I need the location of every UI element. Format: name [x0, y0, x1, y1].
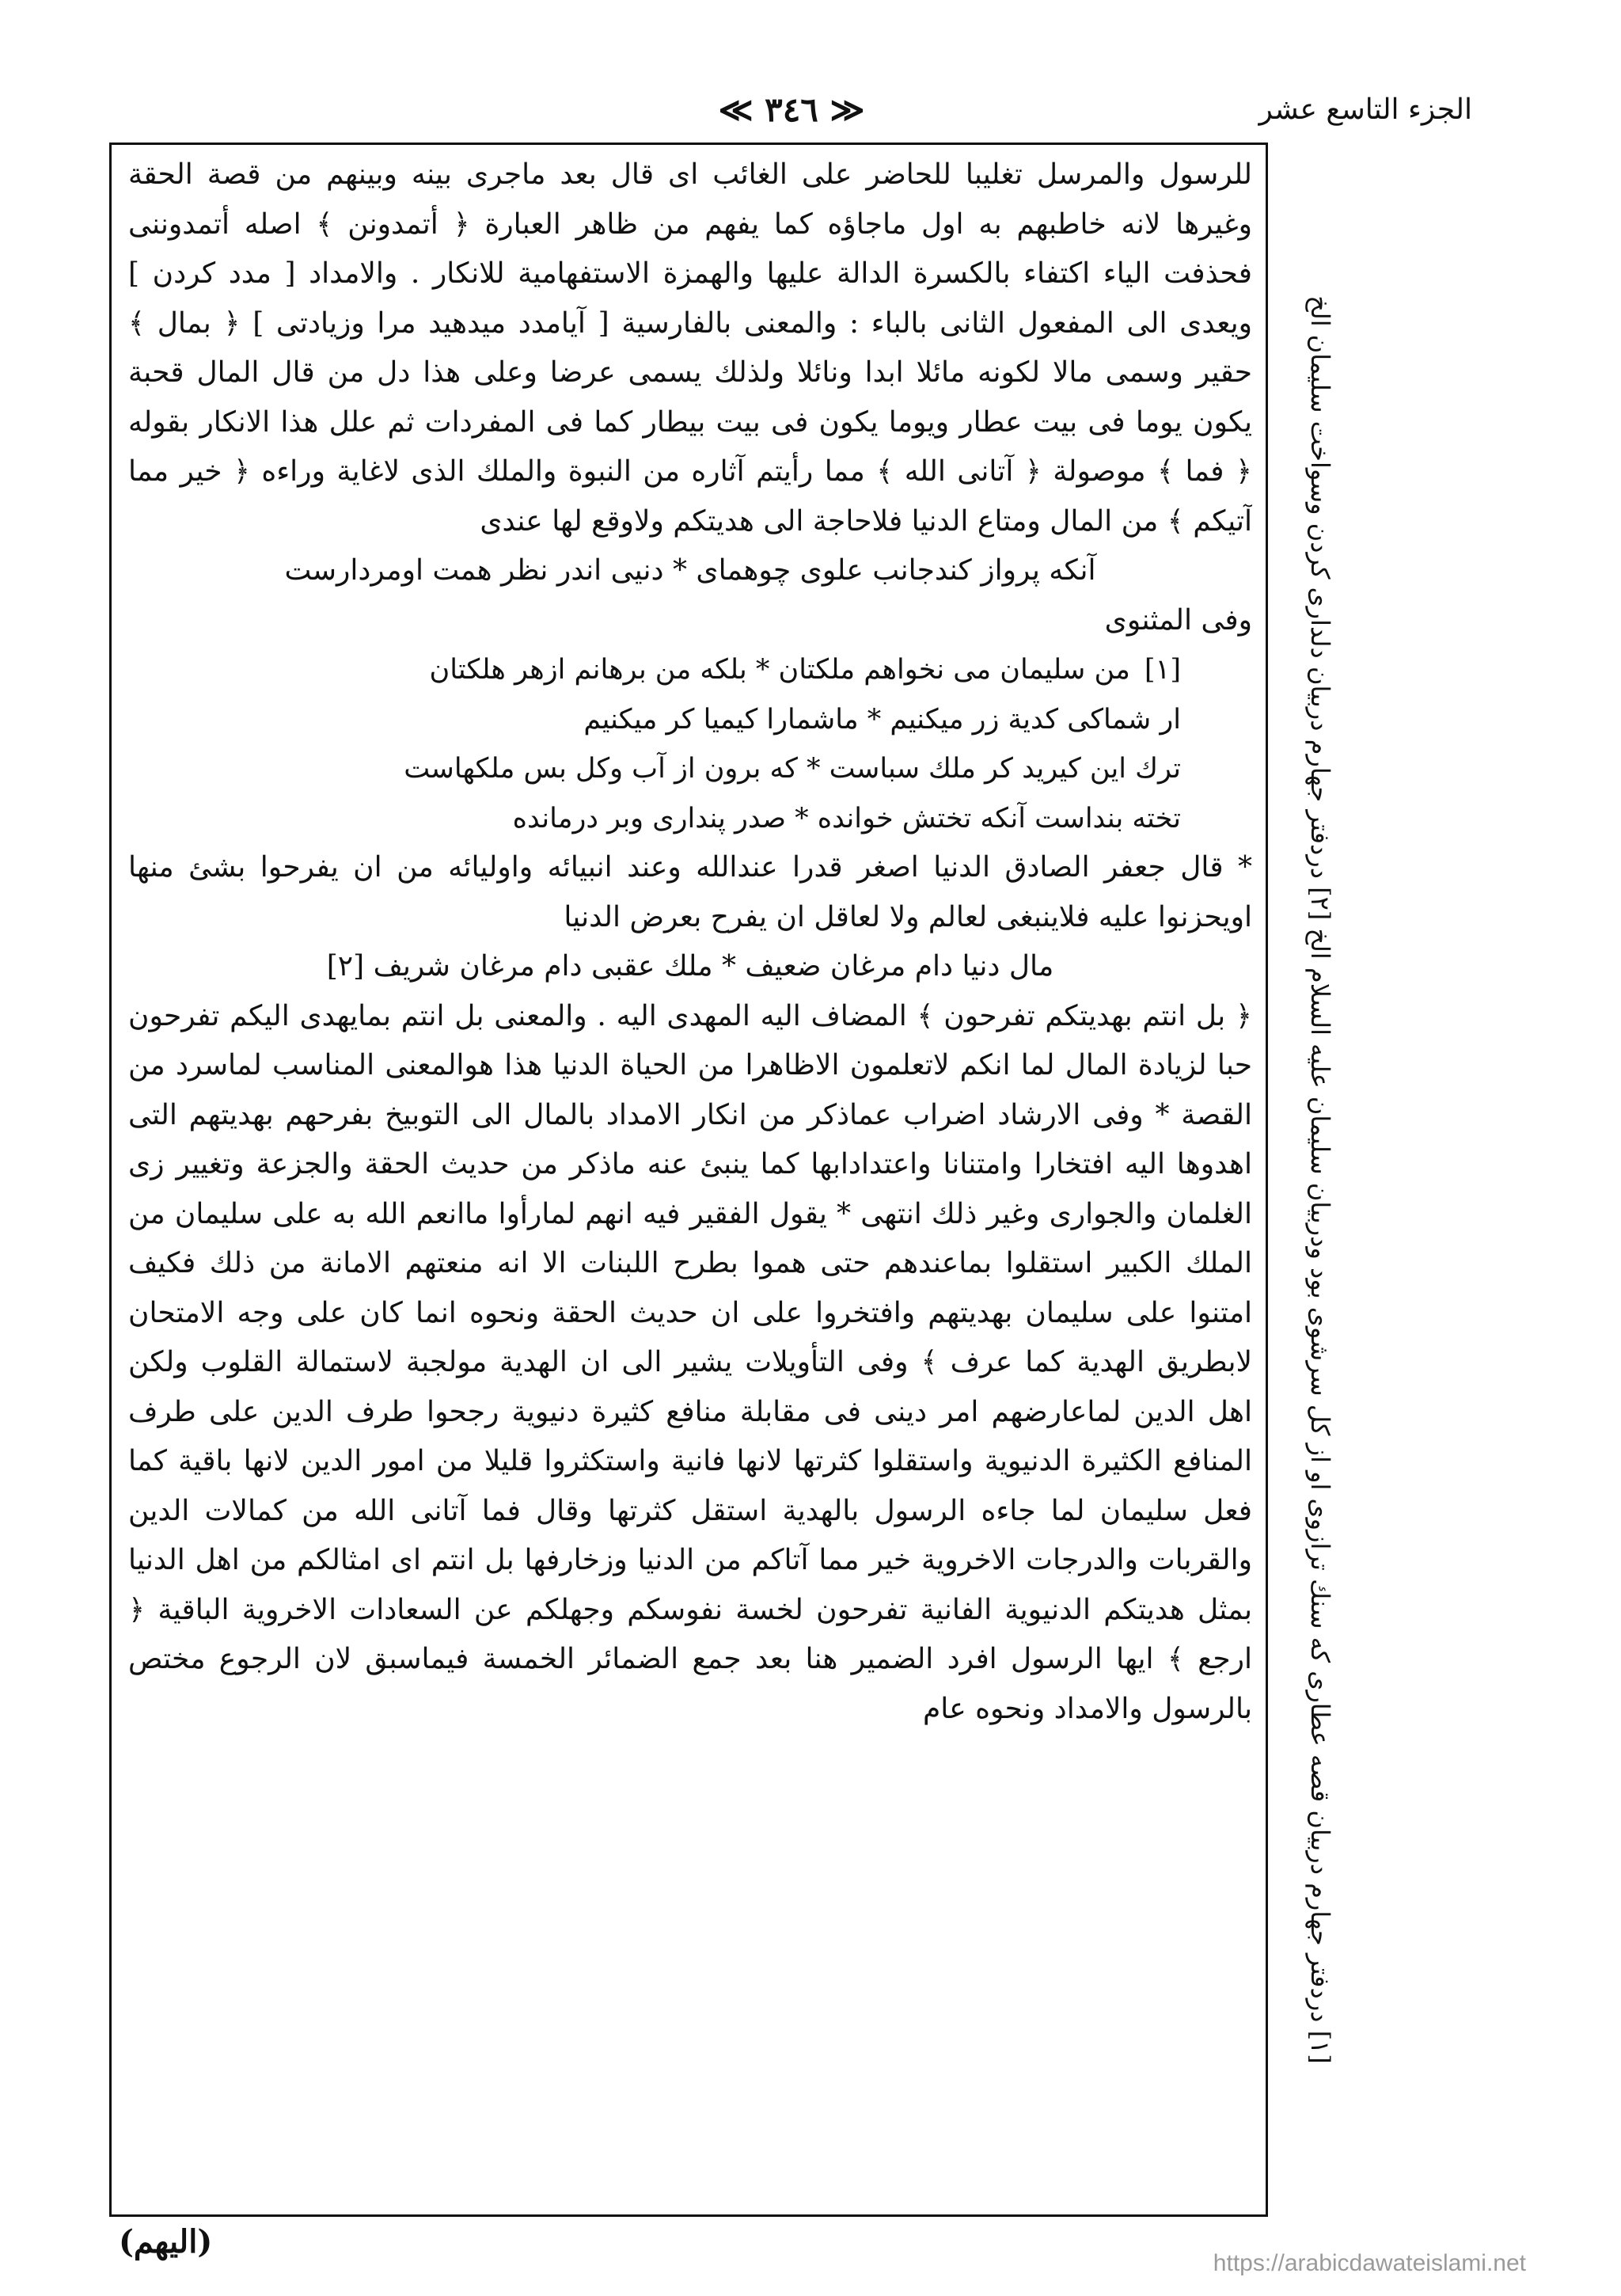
paragraph-2: * قال جعفر الصادق الدنيا اصغر قدرا عندالله وعند انبيائه واوليائه من ان يفرحوا بشئ منها اويحزنوا عليه فلاينبغى لعالم ولا لعاقل ان يفرح بعرض الدنيا: [128, 851, 1252, 933]
watermark-url: https://arabicdawateislami.net: [1213, 2250, 1526, 2276]
page-number: ≪ ٣٤٦ ≫: [718, 90, 865, 129]
persian-verse-2: مال دنيا دام مرغان ضعيف * ملك عقبى دام مرغان شريف [٢]: [326, 950, 1054, 983]
page-header: [111, 89, 1472, 136]
stanza-line: تخته بنداست آنكه تختش خوانده * صدر پندارى وبر درمانده: [512, 802, 1181, 834]
ornament-left-icon: ≪: [829, 90, 865, 129]
margin-footnotes: [١] دردفتر جهارم دربيان قصه عطارى كه سنك ترازوى او از كل سرشوى بود ودربيان سليمان عليه السلام الخ [٢] دردفتر جهارم دربيان دلدارى كردن وسواخت سليمان الخ: [1305, 295, 1335, 2064]
stanza-line: [١]من سليمان مى نخواهم ملكتان * بلكه من برهانم ازهر هلكتان: [128, 645, 1252, 695]
part-label: الجزء التاسع عشر: [1258, 93, 1472, 126]
side-margin-notes: [1281, 143, 1360, 2217]
main-text: [128, 150, 1252, 2201]
masnavi-stanza: [128, 645, 1252, 843]
stanza-line: ار شماكى كدية زر ميكنيم * ماشمارا كيميا كر ميكنيم: [583, 703, 1181, 736]
persian-verse-1: آنكه پرواز كندجانب علوى چوهماى * دنيى اندر نظر همت اوم‍ردارست: [284, 554, 1096, 587]
catchword: (اليهم): [119, 2223, 213, 2260]
paragraph-3: ﴿ بل انتم بهديتكم تفرحون ﴾ المضاف اليه المهدى اليه . والمعنى بل انتم بمايهدى اليكم تفرحون حبا لزيادة المال لما انكم لاتعلمون الاظاهرا من الحياة الدنيا هذا هوالمعنى المناسب لماسرد من القصة * وفى الارشاد اضراب عماذكر من انكار الامداد بالمال الى التوبيخ بفرحهم بهديتهم التى اهدوها اليه افتخارا وامتنانا واعتدادابها كما ينبئ عنه ماذكر من حديث الحقة والجزعة وتغيير زى الغلمان والجوارى وغير ذلك انتهى * يقول الفقير فيه انهم لمارأوا ماانعم الله به على سليمان من الملك الكبير استقلوا بماعندهم حتى هموا بطرح اللبنات الا انه منعتهم الامانة من ذلك فكيف امتنوا على سليمان بهديتهم وافتخروا على ان حديث الحقة ونحوه انما كان على وجه الامتحان لابطريق الهدية كما عرف ﴾ وفى التأويلات يشير الى ان الهدية مولجبة لاستمالة القلوب ولكن اهل الدين لماعارضهم امر دينى فى مقابلة منافع كثيرة دنيوية رجحوا طرف الدين على طرف المنافع الكثيرة الدنيوية واستقلوا كثرتها لانها فانية واستكثروا قليلا من امور الدين لانها باقية كما فعل سليمان لما جاءه الرسول بالهدية استقل كثرتها وقال فما آتانى الله من كمالات الدين والقربات والدرجات الاخروية خير مما آتاكم من الدنيا وزخارفها بل انتم اى امثالكم من اهل الدنيا بمثل هديتكم الدنيوية الفانية تفرحون لخسة نفوسكم وجهلكم عن السعادات الاخروية الباقية ﴿ ارجع ﴾ ايها الرسول افرد الضمير هنا بعد جمع الضمائر الخمسة فيماسبق لان الرجوع مختص بالرسول والامداد ونحوه عام: [128, 999, 1252, 1725]
footnote-marker: [١]: [1144, 654, 1181, 686]
masnavi-intro: وفى المثنوى: [1104, 603, 1252, 637]
ornament-right-icon: ≫: [718, 90, 754, 129]
stanza-line: ترك اين كيريد كر ملك سباست * كه برون از آب وكل بس ملكهاست: [404, 753, 1181, 785]
paragraph-1: للرسول والمرسل تغليبا للحاضر على الغائب اى قال بعد ماجرى بينه وبينهم من قصة الحقة وغيرها لانه خاطبهم به اول ماجاؤه كما يفهم من ظاهر العبارة ﴿ أتمدونن ﴾ اصله أتمدوننى فحذفت الياء اكتفاء بالكسرة الدالة عليها والهمزة الاستفهامية للانكار . والامداد [ مدد كردن ] ويعدى الى المفعول الثانى بالباء : والمعنى بالفارسية [ آيامدد ميدهيد مرا وزيادتى ] ﴿ بمال ﴾ حقير وسمى مالا لكونه مائلا ابدا ونائلا ولذلك يسمى عرضا وعلى هذا دل من قال المال قحبة يكون يوما فى بيت عطار ويوما يكون فى بيت بيطار كما فى المفردات ثم علل هذا الانكار بقوله ﴿ فما ﴾ موصولة ﴿ آتانى الله ﴾ مما رأيتم آثاره من النبوة والملك الذى لاغاية وراءه ﴿ خير مما آتيكم ﴾ من المال ومتاع الدنيا فلاحاجة الى هديتكم ولاوقع لها عندى: [128, 158, 1252, 538]
